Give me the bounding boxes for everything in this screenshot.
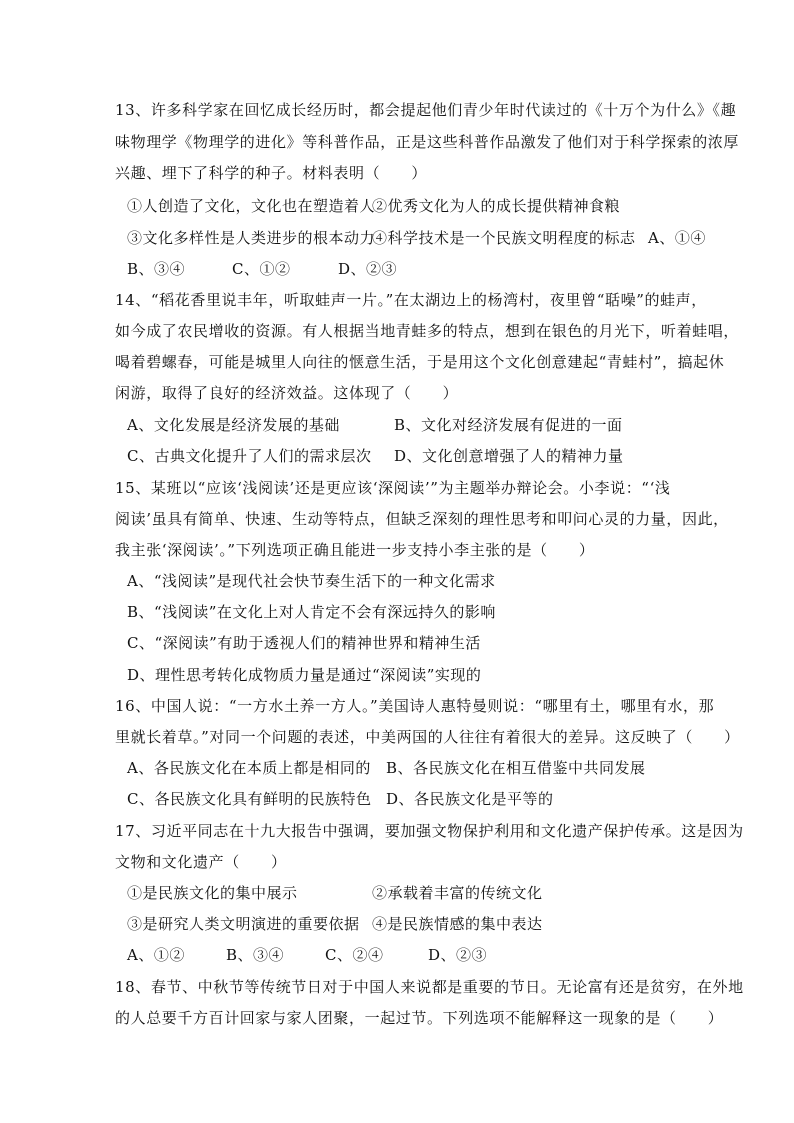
answer-option[interactable]: B、文化对经济发展有促进的一面 — [394, 416, 623, 434]
answer-option[interactable]: ③文化多样性是人类进步的根本动力 — [127, 229, 376, 247]
answer-option[interactable]: ①是民族文化的集中展示 — [127, 884, 298, 902]
answer-option[interactable]: ④科学技术是一个民族文明程度的标志 — [372, 229, 636, 247]
question-text-line: 阅读’虽具有简单、快速、生动等特点，但缺乏深刻的理性思考和叩问心灵的力量，因此， — [115, 510, 729, 528]
question-text-line: 里就长着草。”对同一个问题的表述，中美两国的人往往有着很大的差异。这反映了（ ） — [115, 728, 740, 746]
answer-option[interactable]: D、文化创意增强了人的精神力量 — [394, 447, 624, 465]
answer-choice[interactable]: A、①② — [127, 946, 185, 964]
answer-choice[interactable]: B、③④ — [127, 260, 186, 278]
answer-option[interactable]: ①人创造了文化，文化也在塑造着人 — [127, 197, 376, 215]
answer-choice[interactable]: C、②④ — [325, 946, 384, 964]
answer-option[interactable]: D、理性思考转化成物质力量是通过“深阅读”实现的 — [127, 666, 482, 684]
question-text-line: 如今成了农民增收的资源。有人根据当地青蛙多的特点，想到在银色的月光下，听着蛙唱， — [115, 322, 740, 340]
question-text-line: 18、春节、中秋节等传统节日对于中国人来说都是重要的节日。无论富有还是贫穷，在外地 — [115, 978, 744, 996]
answer-option[interactable]: ②承载着丰富的传统文化 — [372, 884, 543, 902]
answer-option[interactable]: ④是民族情感的集中表达 — [372, 915, 543, 933]
answer-option[interactable]: A、“浅阅读”是现代社会快节奏生活下的一种文化需求 — [127, 572, 496, 590]
answer-choice[interactable]: D、②③ — [338, 260, 398, 278]
question-text-line: 味物理学《物理学的进化》等科普作品，正是这些科普作品激发了他们对于科学探索的浓厚 — [115, 133, 740, 151]
question-text-line: 兴趣、埋下了科学的种子。材料表明（ ） — [115, 164, 428, 182]
answer-choice[interactable]: B、③④ — [226, 946, 285, 964]
answer-choice[interactable]: C、①② — [232, 260, 291, 278]
answer-option[interactable]: C、古典文化提升了人们的需求层次 — [127, 447, 372, 465]
answer-option[interactable]: A、文化发展是经济发展的基础 — [127, 416, 340, 434]
question-text-line: 13、许多科学家在回忆成长经历时，都会提起他们青少年时代读过的《十万个为什么》《趣 — [115, 101, 737, 119]
answer-choice[interactable]: A、①④ — [648, 229, 706, 247]
answer-option[interactable]: B、各民族文化在相互借鉴中共同发展 — [386, 759, 646, 777]
answer-option[interactable]: B、“浅阅读”在文化上对人肯定不会有深远持久的影响 — [127, 603, 496, 621]
question-text-line: 16、中国人说：“一方水土养一方人。”美国诗人惠特曼则说：“哪里有土，哪里有水，那 — [115, 697, 715, 715]
answer-option[interactable]: C、各民族文化具有鲜明的民族特色 — [127, 790, 372, 808]
answer-option[interactable]: A、各民族文化在本质上都是相同的 — [127, 759, 371, 777]
question-text-line: 闲游，取得了良好的经济效益。这体现了（ ） — [115, 384, 459, 402]
answer-option[interactable]: ②优秀文化为人的成长提供精神食粮 — [372, 197, 621, 215]
question-text-line: 我主张‘深阅读’。”下列选项正确且能进一步支持小李主张的是（ ） — [115, 541, 595, 559]
answer-option[interactable]: C、“深阅读”有助于透视人们的精神世界和精神生活 — [127, 634, 481, 652]
question-text-line: 喝着碧螺春，可能是城里人向往的惬意生活，于是用这个文化创意建起“青蛙村”，搞起休 — [115, 353, 725, 371]
answer-option[interactable]: ③是研究人类文明演进的重要依据 — [127, 915, 360, 933]
question-text-line: 14、“稻花香里说丰年，听取蛙声一片。”在太湖边上的杨湾村，夜里曾“聒噪”的蛙声， — [115, 291, 707, 309]
question-text-line: 的人总要千方百计回家与家人团聚，一起过节。下列选项不能解释这一现象的是（ ） — [115, 1009, 724, 1027]
answer-option[interactable]: D、各民族文化是平等的 — [386, 790, 554, 808]
question-text-line: 文物和文化遗产（ ） — [115, 853, 287, 871]
question-text-line: 15、某班以“应该‘浅阅读’还是更应该‘深阅读’”为主题举办辩论会。小李说：“‘浅 — [115, 479, 671, 497]
question-text-line: 17、习近平同志在十九大报告中强调，要加强文物保护利用和文化遗产保护传承。这是因为 — [115, 822, 744, 840]
answer-choice[interactable]: D、②③ — [428, 946, 488, 964]
